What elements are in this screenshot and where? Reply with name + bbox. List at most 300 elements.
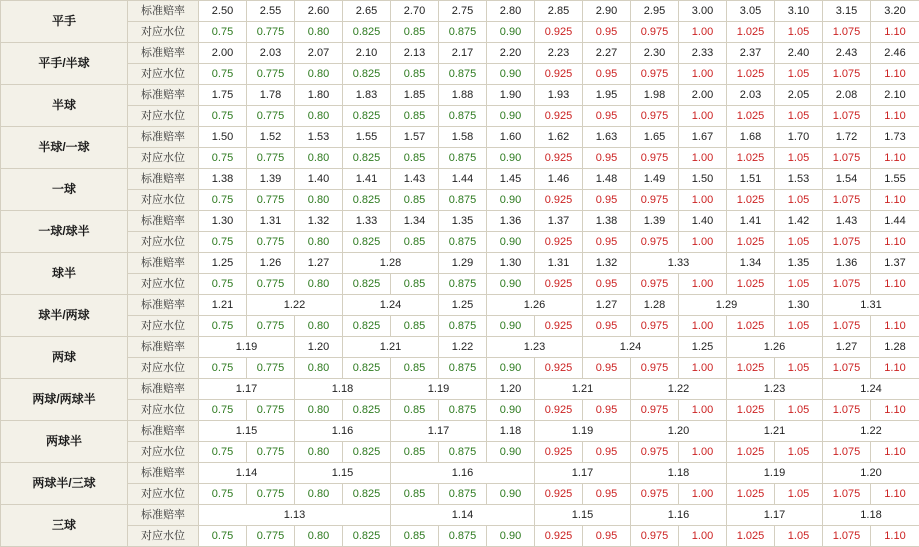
odds-cell: 2.90 (583, 1, 631, 22)
water-cell: 0.775 (247, 64, 295, 85)
odds-cell: 2.13 (391, 43, 439, 64)
water-cell: 0.825 (343, 274, 391, 295)
water-cell: 0.80 (295, 190, 343, 211)
water-cell: 0.85 (391, 22, 439, 43)
water-row-label: 对应水位 (128, 64, 199, 85)
handicap-label: 球半/两球 (1, 295, 128, 337)
water-cell: 1.025 (727, 526, 775, 547)
water-row (1, 190, 919, 211)
odds-cell: 2.05 (775, 85, 823, 106)
water-cell: 0.95 (583, 190, 631, 211)
water-cell: 0.80 (295, 106, 343, 127)
odds-cell: 2.17 (439, 43, 487, 64)
odds-cell: 1.80 (295, 85, 343, 106)
water-cell: 0.975 (631, 358, 679, 379)
water-cell: 1.025 (727, 22, 775, 43)
water-cell: 0.875 (439, 400, 487, 421)
water-cell: 1.10 (871, 190, 919, 211)
water-cell: 0.975 (631, 442, 679, 463)
odds-cell: 2.70 (391, 1, 439, 22)
water-cell: 0.825 (343, 442, 391, 463)
odds-row (1, 421, 919, 442)
odds-cell: 1.23 (487, 337, 583, 358)
odds-cell: 1.30 (487, 253, 535, 274)
water-cell: 0.775 (247, 106, 295, 127)
water-cell: 0.975 (631, 274, 679, 295)
water-cell: 0.90 (487, 442, 535, 463)
water-cell: 0.80 (295, 358, 343, 379)
odds-cell: 1.14 (199, 463, 295, 484)
odds-cell: 2.27 (583, 43, 631, 64)
water-cell: 0.825 (343, 526, 391, 547)
water-cell: 0.95 (583, 484, 631, 505)
odds-cell: 1.40 (679, 211, 727, 232)
water-cell: 0.80 (295, 442, 343, 463)
water-row-label: 对应水位 (128, 358, 199, 379)
odds-cell: 1.25 (439, 295, 487, 316)
odds-cell: 1.62 (535, 127, 583, 148)
water-cell: 1.05 (775, 526, 823, 547)
water-cell: 0.80 (295, 22, 343, 43)
odds-cell: 1.15 (199, 421, 295, 442)
water-cell: 0.975 (631, 400, 679, 421)
odds-cell: 1.28 (631, 295, 679, 316)
water-cell: 1.00 (679, 232, 727, 253)
odds-row-label: 标准赔率 (128, 127, 199, 148)
water-cell: 1.05 (775, 316, 823, 337)
water-cell: 1.00 (679, 106, 727, 127)
odds-cell: 1.31 (247, 211, 295, 232)
odds-cell: 1.20 (823, 463, 919, 484)
water-cell: 1.00 (679, 442, 727, 463)
water-cell: 0.875 (439, 148, 487, 169)
water-row-label: 对应水位 (128, 526, 199, 547)
odds-cell: 1.88 (439, 85, 487, 106)
water-cell: 0.825 (343, 232, 391, 253)
water-row (1, 106, 919, 127)
odds-cell: 1.30 (199, 211, 247, 232)
water-cell: 1.10 (871, 526, 919, 547)
odds-cell: 1.29 (439, 253, 487, 274)
water-cell: 1.00 (679, 190, 727, 211)
odds-cell: 2.00 (679, 85, 727, 106)
odds-cell: 1.39 (631, 211, 679, 232)
odds-cell: 1.23 (727, 379, 823, 400)
water-cell: 0.95 (583, 316, 631, 337)
odds-cell: 2.65 (343, 1, 391, 22)
handicap-label: 半球 (1, 85, 128, 127)
odds-cell: 1.21 (535, 379, 631, 400)
handicap-label: 两球/两球半 (1, 379, 128, 421)
odds-cell: 2.07 (295, 43, 343, 64)
odds-cell: 1.26 (247, 253, 295, 274)
odds-cell: 1.36 (487, 211, 535, 232)
handicap-label: 一球/球半 (1, 211, 128, 253)
water-cell: 0.75 (199, 358, 247, 379)
water-cell: 0.825 (343, 22, 391, 43)
water-cell: 1.05 (775, 148, 823, 169)
water-cell: 0.975 (631, 190, 679, 211)
water-cell: 0.875 (439, 442, 487, 463)
odds-cell: 1.39 (247, 169, 295, 190)
water-cell: 1.00 (679, 400, 727, 421)
water-cell: 0.75 (199, 22, 247, 43)
odds-row-label: 标准赔率 (128, 253, 199, 274)
odds-cell: 1.18 (631, 463, 727, 484)
water-cell: 1.05 (775, 358, 823, 379)
water-cell: 0.95 (583, 358, 631, 379)
water-cell: 0.875 (439, 22, 487, 43)
odds-cell: 3.00 (679, 1, 727, 22)
odds-cell: 1.21 (727, 421, 823, 442)
water-cell: 0.925 (535, 442, 583, 463)
odds-cell: 1.33 (343, 211, 391, 232)
water-cell: 1.10 (871, 64, 919, 85)
water-cell: 0.975 (631, 64, 679, 85)
water-cell: 0.875 (439, 232, 487, 253)
water-row (1, 316, 919, 337)
water-cell: 0.825 (343, 148, 391, 169)
water-cell: 0.85 (391, 526, 439, 547)
water-cell: 0.925 (535, 106, 583, 127)
odds-cell: 1.18 (487, 421, 535, 442)
water-cell: 1.025 (727, 190, 775, 211)
water-cell: 0.85 (391, 400, 439, 421)
odds-row (1, 463, 919, 484)
water-cell: 1.025 (727, 484, 775, 505)
odds-cell: 1.36 (823, 253, 871, 274)
odds-cell: 1.20 (631, 421, 727, 442)
odds-row (1, 337, 919, 358)
odds-cell: 1.54 (823, 169, 871, 190)
odds-cell: 1.17 (199, 379, 295, 400)
odds-cell: 1.55 (871, 169, 919, 190)
water-cell: 0.825 (343, 484, 391, 505)
water-cell: 1.025 (727, 316, 775, 337)
water-cell: 1.10 (871, 22, 919, 43)
water-cell: 0.95 (583, 106, 631, 127)
water-cell: 0.90 (487, 274, 535, 295)
odds-cell: 1.46 (535, 169, 583, 190)
handicap-label: 平手 (1, 1, 128, 43)
odds-row-label: 标准赔率 (128, 505, 199, 526)
water-row (1, 232, 919, 253)
odds-cell: 1.17 (727, 505, 823, 526)
water-row-label: 对应水位 (128, 442, 199, 463)
odds-cell: 1.67 (679, 127, 727, 148)
water-cell: 0.775 (247, 274, 295, 295)
odds-cell: 1.27 (823, 337, 871, 358)
odds-cell: 1.53 (295, 127, 343, 148)
water-cell: 1.025 (727, 400, 775, 421)
odds-cell: 1.30 (775, 295, 823, 316)
water-cell: 0.775 (247, 22, 295, 43)
water-cell: 0.925 (535, 358, 583, 379)
odds-cell: 1.14 (391, 505, 535, 526)
water-cell: 0.775 (247, 190, 295, 211)
odds-cell: 1.26 (487, 295, 583, 316)
water-cell: 1.10 (871, 232, 919, 253)
water-cell: 0.875 (439, 64, 487, 85)
water-cell: 1.10 (871, 316, 919, 337)
water-cell: 0.75 (199, 526, 247, 547)
odds-cell: 2.95 (631, 1, 679, 22)
odds-cell: 1.34 (727, 253, 775, 274)
odds-cell: 1.43 (823, 211, 871, 232)
water-row-label: 对应水位 (128, 190, 199, 211)
odds-cell: 1.22 (631, 379, 727, 400)
odds-cell: 1.27 (295, 253, 343, 274)
odds-cell: 1.17 (391, 421, 487, 442)
odds-cell: 1.83 (343, 85, 391, 106)
water-cell: 1.075 (823, 358, 871, 379)
water-cell: 1.075 (823, 148, 871, 169)
water-cell: 1.00 (679, 148, 727, 169)
odds-cell: 1.20 (487, 379, 535, 400)
water-cell: 0.775 (247, 148, 295, 169)
odds-cell: 2.03 (247, 43, 295, 64)
odds-cell: 1.60 (487, 127, 535, 148)
odds-row (1, 253, 919, 274)
water-cell: 0.75 (199, 106, 247, 127)
water-row (1, 274, 919, 295)
water-cell: 0.80 (295, 64, 343, 85)
water-row (1, 22, 919, 43)
odds-cell: 1.33 (631, 253, 727, 274)
odds-cell: 3.15 (823, 1, 871, 22)
water-cell: 0.975 (631, 484, 679, 505)
odds-cell: 2.85 (535, 1, 583, 22)
odds-row-label: 标准赔率 (128, 337, 199, 358)
odds-cell: 3.20 (871, 1, 919, 22)
odds-row-label: 标准赔率 (128, 43, 199, 64)
odds-cell: 1.44 (439, 169, 487, 190)
water-cell: 1.05 (775, 106, 823, 127)
water-cell: 0.875 (439, 358, 487, 379)
odds-cell: 1.95 (583, 85, 631, 106)
odds-cell: 1.49 (631, 169, 679, 190)
handicap-label: 半球/一球 (1, 127, 128, 169)
odds-cell: 2.43 (823, 43, 871, 64)
water-cell: 0.90 (487, 190, 535, 211)
odds-cell: 2.03 (727, 85, 775, 106)
odds-row-label: 标准赔率 (128, 211, 199, 232)
odds-cell: 1.37 (535, 211, 583, 232)
water-cell: 0.75 (199, 64, 247, 85)
odds-cell: 1.17 (535, 463, 631, 484)
water-cell: 1.05 (775, 22, 823, 43)
odds-cell: 1.43 (391, 169, 439, 190)
handicap-label: 一球 (1, 169, 128, 211)
water-cell: 1.025 (727, 358, 775, 379)
odds-cell: 2.33 (679, 43, 727, 64)
water-cell: 1.075 (823, 316, 871, 337)
odds-cell: 1.31 (535, 253, 583, 274)
odds-cell: 1.37 (871, 253, 919, 274)
water-cell: 0.775 (247, 400, 295, 421)
water-cell: 1.025 (727, 64, 775, 85)
water-cell: 0.95 (583, 400, 631, 421)
water-cell: 0.90 (487, 232, 535, 253)
odds-cell: 1.16 (295, 421, 391, 442)
water-cell: 0.95 (583, 64, 631, 85)
odds-cell: 2.46 (871, 43, 919, 64)
odds-cell: 2.10 (343, 43, 391, 64)
odds-cell: 1.22 (439, 337, 487, 358)
water-row (1, 442, 919, 463)
water-cell: 0.925 (535, 232, 583, 253)
water-cell: 0.80 (295, 484, 343, 505)
water-cell: 0.85 (391, 274, 439, 295)
water-cell: 1.05 (775, 400, 823, 421)
water-cell: 1.00 (679, 316, 727, 337)
water-cell: 0.95 (583, 526, 631, 547)
water-cell: 0.85 (391, 64, 439, 85)
odds-row-label: 标准赔率 (128, 463, 199, 484)
odds-cell: 1.53 (775, 169, 823, 190)
odds-cell: 2.50 (199, 1, 247, 22)
odds-cell: 1.41 (727, 211, 775, 232)
water-cell: 0.75 (199, 232, 247, 253)
water-cell: 1.10 (871, 484, 919, 505)
water-row (1, 400, 919, 421)
water-cell: 1.10 (871, 274, 919, 295)
odds-row (1, 379, 919, 400)
odds-row (1, 43, 919, 64)
water-cell: 0.85 (391, 232, 439, 253)
water-cell: 0.825 (343, 316, 391, 337)
odds-cell: 1.98 (631, 85, 679, 106)
water-cell: 0.925 (535, 64, 583, 85)
water-cell: 0.90 (487, 484, 535, 505)
water-cell: 1.075 (823, 232, 871, 253)
odds-cell: 1.27 (583, 295, 631, 316)
water-cell: 0.85 (391, 106, 439, 127)
odds-cell: 1.28 (343, 253, 439, 274)
water-cell: 0.775 (247, 358, 295, 379)
odds-cell: 1.25 (199, 253, 247, 274)
water-cell: 0.75 (199, 148, 247, 169)
water-cell: 0.85 (391, 358, 439, 379)
odds-cell: 1.34 (391, 211, 439, 232)
odds-cell: 1.35 (775, 253, 823, 274)
odds-cell: 1.24 (823, 379, 919, 400)
odds-cell: 1.28 (871, 337, 919, 358)
odds-cell: 1.13 (199, 505, 391, 526)
water-cell: 1.00 (679, 64, 727, 85)
odds-row-label: 标准赔率 (128, 379, 199, 400)
odds-cell: 1.93 (535, 85, 583, 106)
odds-cell: 1.51 (727, 169, 775, 190)
odds-cell: 1.32 (583, 253, 631, 274)
water-cell: 1.00 (679, 526, 727, 547)
water-cell: 0.925 (535, 22, 583, 43)
water-cell: 1.05 (775, 190, 823, 211)
odds-cell: 1.38 (583, 211, 631, 232)
odds-cell: 2.30 (631, 43, 679, 64)
water-row (1, 526, 919, 547)
water-cell: 1.10 (871, 442, 919, 463)
water-cell: 1.00 (679, 274, 727, 295)
water-row-label: 对应水位 (128, 106, 199, 127)
water-cell: 1.00 (679, 22, 727, 43)
water-cell: 0.925 (535, 148, 583, 169)
water-cell: 1.075 (823, 274, 871, 295)
water-cell: 0.90 (487, 64, 535, 85)
water-cell: 0.975 (631, 106, 679, 127)
odds-cell: 2.20 (487, 43, 535, 64)
odds-row (1, 505, 919, 526)
water-row-label: 对应水位 (128, 316, 199, 337)
odds-row (1, 85, 919, 106)
water-cell: 0.80 (295, 148, 343, 169)
handicap-label: 三球 (1, 505, 128, 547)
odds-row-label: 标准赔率 (128, 421, 199, 442)
water-cell: 1.025 (727, 442, 775, 463)
odds-cell: 1.24 (583, 337, 679, 358)
odds-cell: 1.21 (343, 337, 439, 358)
odds-cell: 1.20 (295, 337, 343, 358)
water-cell: 1.05 (775, 442, 823, 463)
water-cell: 0.80 (295, 400, 343, 421)
odds-cell: 2.55 (247, 1, 295, 22)
water-cell: 1.05 (775, 64, 823, 85)
water-cell: 0.875 (439, 106, 487, 127)
odds-row-label: 标准赔率 (128, 1, 199, 22)
water-cell: 1.10 (871, 400, 919, 421)
water-cell: 0.775 (247, 316, 295, 337)
handicap-label: 两球 (1, 337, 128, 379)
water-cell: 1.00 (679, 484, 727, 505)
odds-cell: 1.55 (343, 127, 391, 148)
odds-cell: 1.90 (487, 85, 535, 106)
odds-cell: 1.29 (679, 295, 775, 316)
odds-cell: 1.58 (439, 127, 487, 148)
odds-cell: 2.00 (199, 43, 247, 64)
water-cell: 0.975 (631, 316, 679, 337)
odds-cell: 1.22 (823, 421, 919, 442)
water-cell: 0.85 (391, 190, 439, 211)
odds-row-label: 标准赔率 (128, 85, 199, 106)
water-cell: 0.90 (487, 22, 535, 43)
water-cell: 0.925 (535, 484, 583, 505)
odds-row (1, 127, 919, 148)
odds-cell: 1.19 (535, 421, 631, 442)
water-cell: 1.075 (823, 64, 871, 85)
odds-cell: 2.80 (487, 1, 535, 22)
odds-cell: 3.05 (727, 1, 775, 22)
water-cell: 0.85 (391, 148, 439, 169)
water-cell: 1.075 (823, 106, 871, 127)
odds-cell: 1.68 (727, 127, 775, 148)
water-cell: 0.95 (583, 274, 631, 295)
water-cell: 0.75 (199, 316, 247, 337)
water-cell: 0.90 (487, 106, 535, 127)
water-cell: 0.825 (343, 64, 391, 85)
water-cell: 1.075 (823, 400, 871, 421)
water-cell: 0.825 (343, 358, 391, 379)
water-cell: 0.875 (439, 526, 487, 547)
odds-cell: 1.48 (583, 169, 631, 190)
odds-cell: 1.73 (871, 127, 919, 148)
water-cell: 0.875 (439, 190, 487, 211)
odds-cell: 2.08 (823, 85, 871, 106)
odds-row-label: 标准赔率 (128, 295, 199, 316)
water-cell: 0.775 (247, 442, 295, 463)
water-cell: 0.80 (295, 274, 343, 295)
water-cell: 0.85 (391, 484, 439, 505)
odds-cell: 2.37 (727, 43, 775, 64)
